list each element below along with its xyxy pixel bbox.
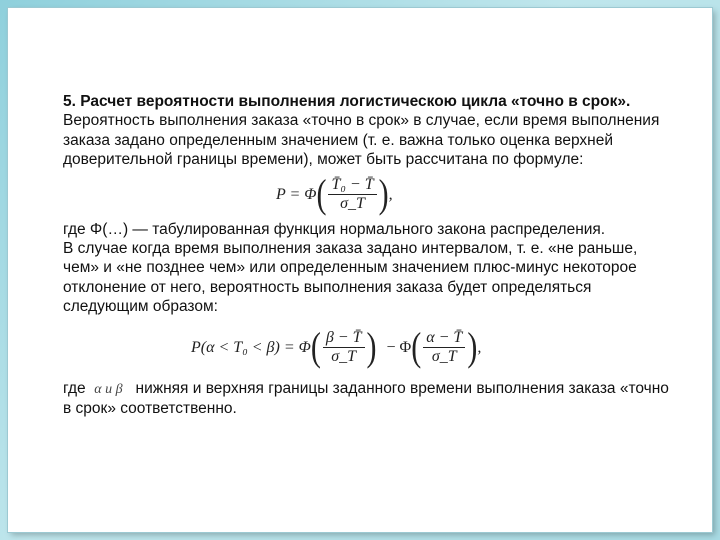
right-paren: ) (378, 171, 389, 217)
left-paren: ( (411, 324, 422, 370)
formula1-lhs: P = Φ (276, 185, 317, 203)
formula2-tail: , (477, 338, 482, 356)
formula2-numerator-2: α − T̄ (423, 329, 465, 348)
left-paren: ( (316, 171, 327, 217)
left-paren: ( (310, 324, 321, 370)
bounds-prefix: где (63, 379, 86, 397)
phi-definition: где Φ(…) — табулированная функция нормального закона распределения. (63, 220, 606, 238)
slide (8, 8, 712, 532)
formula1-numerator: T̄₀ − T̄ (328, 176, 376, 195)
formula2-fraction-1 (323, 329, 365, 366)
heading-rest: Вероятность выполнения заказа «точно в срок» в случае, если время выполнения заказа задано определенным значением (т. е. важна только оценка верхней доверительной границы времени), может быть рассчитана по формуле: (63, 112, 660, 169)
formula-upper-bound (276, 170, 673, 220)
interval-paragraph: В случае когда время выполнения заказа задано интервалом, т. е. «не раньше, чем» и «не позднее чем» или определенным значением плюс-минус некоторое отклонение от него, вероятность выполнения заказа будет определяться следующим образом: (63, 240, 638, 316)
bounds-suffix: нижняя и верхняя границы заданного времени выполнения заказа «точно в срок» соответственно. (63, 379, 669, 418)
alpha-beta-symbols: α и β (94, 381, 123, 397)
slide-content (63, 92, 673, 418)
formula1-denominator: σ_T (340, 195, 365, 213)
right-paren: ) (366, 324, 377, 370)
formula2-lhs: P(α < T₀ < β) = Φ (191, 338, 311, 356)
formula2-fraction-2 (423, 329, 465, 366)
formula2-denominator-1: σ_T (331, 348, 357, 366)
heading-bold: 5. Расчет вероятности выполнения логистическою цикла «точно в срок». (63, 93, 631, 110)
formula2-numerator-1: β − T̄ (323, 329, 365, 348)
heading-paragraph (63, 92, 673, 170)
bounds-paragraph (63, 379, 673, 419)
right-paren: ) (467, 324, 478, 370)
formula2-minus: − Φ (386, 338, 412, 356)
formula-interval (191, 317, 673, 379)
formula1-fraction (328, 176, 376, 213)
formula2-denominator-2: σ_T (431, 348, 457, 366)
formula1-tail: , (388, 185, 393, 203)
